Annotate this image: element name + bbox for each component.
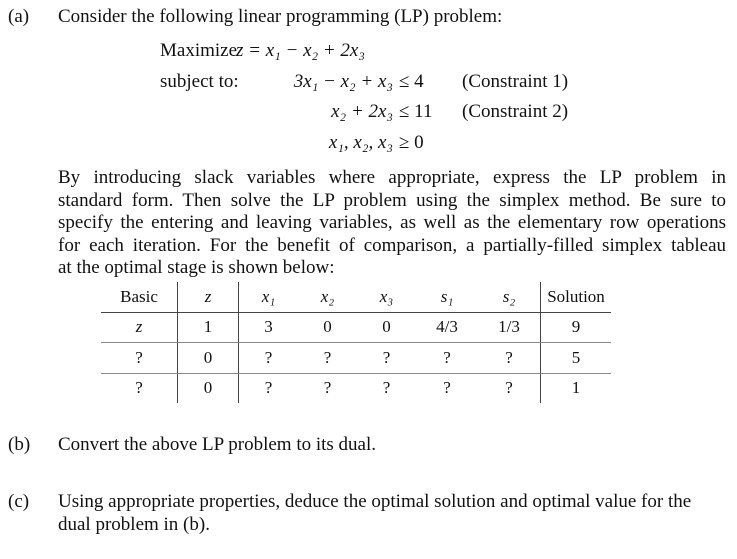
tableau-header-row [101, 282, 611, 312]
constraint-1-lhs: 3x₁ − x₂ + x₃ [293, 71, 393, 92]
cell: ? [101, 343, 178, 374]
objective-label: Maximize [160, 40, 238, 61]
constraint-2-lhs: x₂ + 2x₃ [331, 101, 393, 122]
instruction-line: standard form. Then solve the LP problem using the simplex method. Be sure to [58, 189, 726, 211]
cell: ? [298, 343, 357, 374]
simplex-tableau [101, 282, 611, 403]
constraint-2-op: ≤ 11 [399, 101, 433, 122]
cell: ? [264, 378, 273, 398]
header-s1: s₁ [416, 282, 478, 312]
cell: 9 [541, 312, 612, 343]
constraint-2-name: (Constraint 2) [462, 101, 569, 122]
cell: ? [323, 378, 332, 398]
cell: 5 [541, 343, 612, 374]
header-x1: x₁ [239, 282, 299, 312]
constraint-1-op: ≤ 4 [399, 71, 424, 92]
cell: 1/3 [478, 312, 541, 343]
part-a-label: (a) [8, 6, 30, 27]
cell: ? [478, 373, 541, 403]
cell: ? [382, 378, 391, 398]
objective-function: z = x₁ − x₂ + 2x₃ [236, 40, 365, 61]
cell: ? [416, 343, 478, 374]
cell: 0 [357, 312, 416, 343]
cell: ? [357, 343, 416, 374]
nonnegativity-op: ≥ 0 [399, 132, 424, 153]
part-a-instructions [58, 167, 726, 280]
table-row [101, 373, 611, 403]
table-row [101, 312, 611, 343]
part-b-text: Convert the above LP problem to its dual. [58, 434, 377, 455]
part-a-intro: Consider the following linear programming (LP) problem: [58, 6, 503, 27]
instruction-line: specify the entering and leaving variables, as well as the elementary row operations [58, 212, 726, 233]
header-z: z [178, 282, 239, 312]
cell: 1 [178, 312, 239, 343]
subject-to-label: subject to: [160, 71, 239, 92]
cell: 4/3 [416, 312, 478, 343]
part-c-line-1: Using appropriate properties, deduce the optimal solution and optimal value for the [58, 491, 692, 512]
header-s2: s₂ [478, 282, 541, 312]
header-solution: Solution [541, 282, 612, 312]
part-c-label: (c) [8, 491, 30, 512]
instruction-line: for each iteration. For the benefit of comparison, a partially-filled simplex tableau [58, 234, 726, 256]
header-x2: x₂ [298, 282, 357, 312]
instruction-line: at the optimal stage is shown below: [58, 257, 335, 278]
constraint-1-name: (Constraint 1) [462, 71, 569, 92]
part-c-line-2: dual problem in (b). [58, 514, 210, 535]
cell: z [101, 312, 178, 343]
cell: 0 [178, 343, 239, 374]
cell: ? [478, 343, 541, 374]
cell: ? [443, 378, 451, 398]
header-x3: x₃ [357, 282, 416, 312]
cell: 0 [298, 312, 357, 343]
instruction-line: By introducing slack variables where appropriate, express the LP problem in [58, 167, 726, 188]
table-row [101, 343, 611, 374]
nonnegativity-lhs: x₁, x₂, x₃ [328, 132, 393, 153]
cell: 1 [571, 378, 581, 398]
cell: 0 [178, 373, 239, 403]
part-b-label: (b) [8, 434, 31, 455]
cell: ? [239, 343, 299, 374]
cell: 3 [239, 312, 299, 343]
header-basic: Basic [101, 282, 178, 312]
cell: ? [101, 373, 178, 403]
